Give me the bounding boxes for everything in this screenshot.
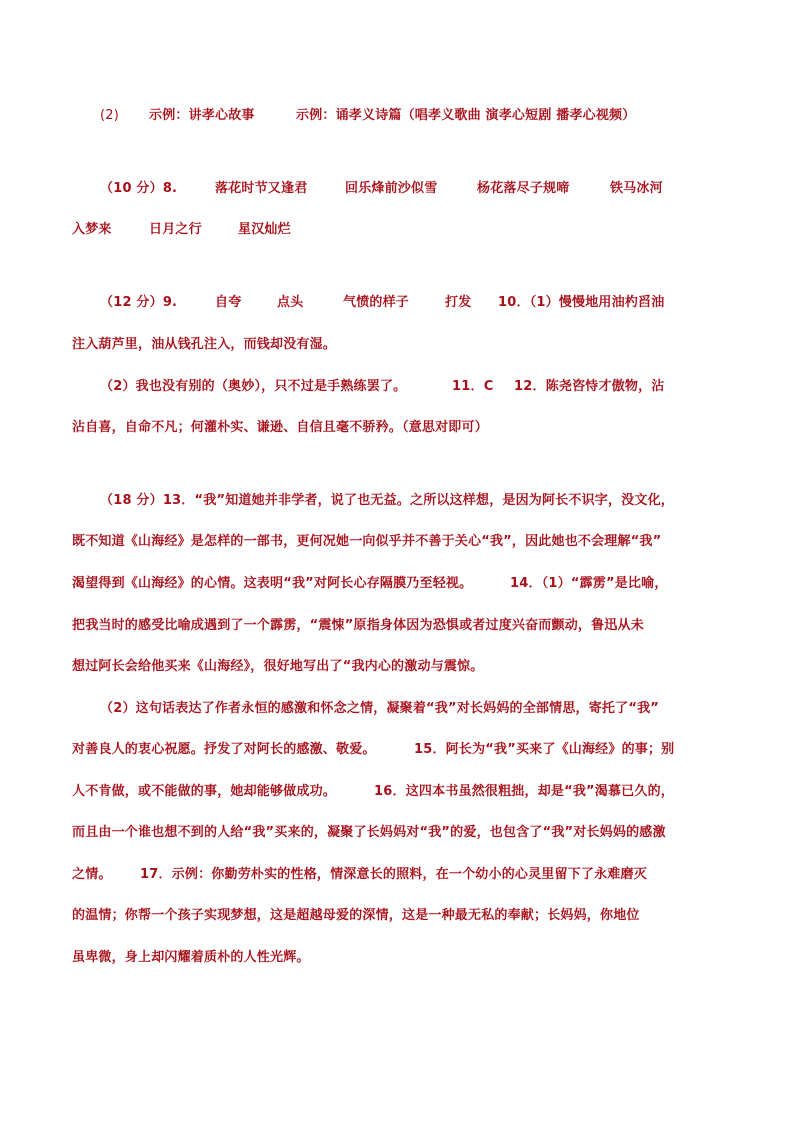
answer-8-7: 星汉灿烂 (238, 222, 291, 237)
answer-15-part-1: 15．阿长为“我”买来了《山海经》的事；别 (414, 742, 675, 757)
answer-14-2-part-1: （2）这句话表达了作者永恒的感激和怀念之情，凝聚着“我”对长妈妈的全部情思，寄托了“我” (100, 701, 660, 716)
answer-8-3: 杨花落尽子规啼 (477, 181, 570, 196)
answer-14-2-part-2: 对善良人的衷心祝愿。抒发了对阿长的感激、敬爱。 (72, 742, 376, 757)
answer-16-part-2: 而且由一个谁也想不到的人给“我”买来的，凝聚了长妈妈对“我”的爱，也包含了“我”对长妈妈的感激 (72, 825, 666, 840)
answer-10-2: （2）我也没有别的（奥妙），只不过是手熟练罢了。 (100, 379, 407, 394)
answer-13-line-3: 渴望得到《山海经》的心情。这表明“我”对阿长心存隔膜乃至轻视。 (72, 576, 473, 591)
section-2-example-2: 示例：诵孝义诗篇（唱孝义歌曲 演孝心短剧 播孝心视频） (296, 108, 636, 123)
answer-17-part-2: 的温情；你帮一个孩子实现梦想，这是超越母爱的深情，这是一种最无私的奉献；长妈妈，你地位 (72, 908, 640, 923)
section-2-example-1: 示例：讲孝心故事 (149, 108, 255, 123)
answer-8-1: 落花时节又逢君 (215, 181, 308, 196)
answer-12-part-2: 沾自喜，自命不凡；何灌朴实、谦逊、自信且毫不骄矜。（意思对即可） (72, 420, 488, 435)
answer-15-part-2: 人不肯做，或不能做的事，她却能够做成功。 (72, 784, 337, 799)
answer-12-part-1: 12．陈尧咨恃才傲物，沾 (514, 379, 665, 394)
answer-9-4: 打发 (445, 295, 472, 310)
answer-8-2: 回乐烽前沙似雪 (345, 181, 438, 196)
answer-16-part-1: 16．这四本书虽然很粗拙，却是“我”渴慕已久的， (374, 784, 674, 799)
section-12pts-score: （12 分）9. (100, 295, 178, 310)
answer-14-1-part-1: 14．（1）“霹雳”是比喻， (510, 576, 668, 591)
answer-13-line-1: （18 分）13．“我”知道她并非学者，说了也无益。之所以这样想，是因为阿长不识字，没文化， (100, 493, 674, 508)
answer-9-1: 自夸 (215, 295, 242, 310)
answer-8-6: 日月之行 (149, 222, 202, 237)
answer-9-2: 点头 (277, 295, 304, 310)
answer-13-line-2: 既不知道《山海经》是怎样的一部书，更何况她一向似乎并不善于关心“我”，因此她也不会理解“我” (72, 534, 662, 549)
answer-10-1-part-2: 注入葫芦里，油从钱孔注入，而钱却没有湿。 (72, 337, 337, 352)
answer-17-part-1: 17．示例：你勤劳朴实的性格，情深意长的照料，在一个幼小的心灵里留下了永难磨灭 (140, 867, 647, 882)
answer-14-1-part-2: 把我当时的感受比喻成遇到了一个霹雳，“震悚”原指身体因为恐惧或者过度兴奋而颤动，鲁迅从未 (72, 618, 644, 633)
answer-11: 11．C (452, 379, 494, 394)
section-2-label: (2) (100, 108, 120, 123)
answer-16-part-3: 之情。 (72, 867, 112, 882)
answer-9-3: 气愤的样子 (343, 295, 410, 310)
answer-10-1-part-1: 10．（1）慢慢地用油杓舀油 (498, 295, 665, 310)
answer-8-5: 入梦来 (72, 222, 112, 237)
answer-14-1-part-3: 想过阿长会给他买来《山海经》，很好地写出了“我内心的激动与震惊。 (72, 659, 484, 674)
answer-17-part-3: 虽卑微，身上却闪耀着质朴的人性光辉。 (72, 950, 310, 965)
answer-8-4: 铁马冰河 (610, 181, 663, 196)
section-10pts-score: （10 分）8. (100, 181, 178, 196)
